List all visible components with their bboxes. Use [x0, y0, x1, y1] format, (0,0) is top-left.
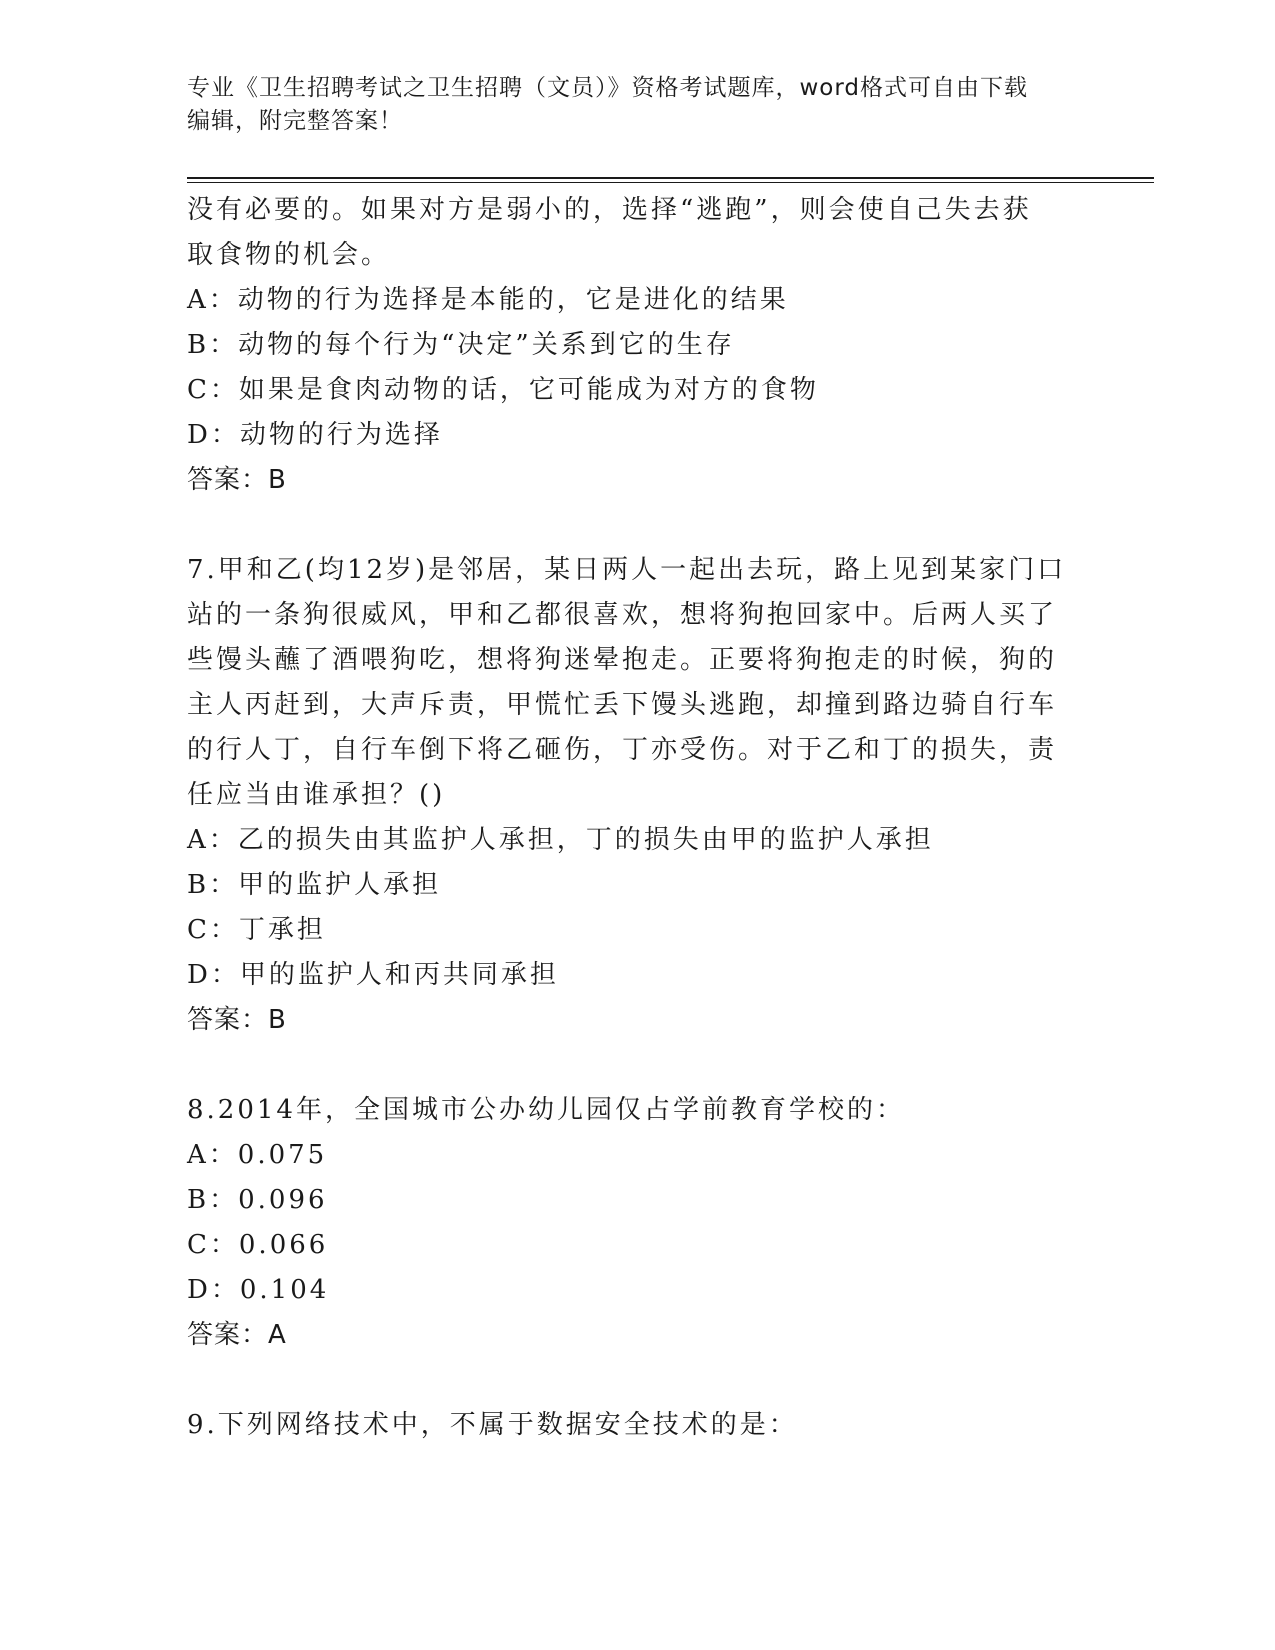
answer-line: 答案：B: [187, 465, 287, 495]
spacer: [187, 503, 1067, 548]
spacer: [187, 1043, 1067, 1088]
header-divider-thick: [187, 177, 1154, 179]
option-a: A：乙的损失由其监护人承担，丁的损失由甲的监护人承担: [187, 825, 934, 855]
option-d: D：动物的行为选择: [187, 420, 443, 450]
option-d: D：0.104: [187, 1275, 330, 1305]
question-stem-line: 任应当由谁承担？(): [187, 780, 446, 810]
header-line-1: 专业《卫生招聘考试之卫生招聘（文员）》资格考试题库，word格式可自由下载: [187, 75, 1029, 101]
page-header: [187, 72, 1067, 138]
question-stem-line: 9.下列网络技术中，不属于数据安全技术的是：: [187, 1410, 798, 1440]
option-c: C：如果是食肉动物的话，它可能成为对方的食物: [187, 375, 819, 405]
question-8: [187, 1088, 1067, 1358]
question-7: [187, 548, 1067, 1043]
answer-line: 答案：A: [187, 1320, 287, 1350]
option-c: C：丁承担: [187, 915, 326, 945]
option-a: A：0.075: [187, 1140, 328, 1170]
header-divider-thin: [187, 182, 1154, 183]
option-b: B：0.096: [187, 1185, 328, 1215]
header-line-2: 编辑，附完整答案！: [187, 108, 403, 134]
spacer: [187, 1358, 1067, 1403]
question-stem-line: 7.甲和乙(均12岁)是邻居，某日两人一起出去玩，路上见到某家门口: [187, 555, 1067, 585]
question-9: [187, 1403, 1067, 1448]
option-c: C：0.066: [187, 1230, 329, 1260]
question-stem-line: 8.2014年，全国城市公办幼儿园仅占学前教育学校的：: [187, 1095, 905, 1125]
document-body: [187, 188, 1067, 1448]
question-stem-line: 些馒头蘸了酒喂狗吃，想将狗迷晕抱走。正要将狗抱走的时候，狗的: [187, 645, 1058, 675]
option-b: B：动物的每个行为“决定”关系到它的生存: [187, 330, 735, 360]
question-stem-line: 站的一条狗很威风，甲和乙都很喜欢，想将狗抱回家中。后两人买了: [187, 600, 1058, 630]
option-d: D：甲的监护人和丙共同承担: [187, 960, 559, 990]
answer-line: 答案：B: [187, 1005, 287, 1035]
question-stem-line: 主人丙赶到，大声斥责，甲慌忙丢下馒头逃跑，却撞到路边骑自行车: [187, 690, 1058, 720]
question-stem-line: 的行人丁，自行车倒下将乙砸伤，丁亦受伤。对于乙和丁的损失，责: [187, 735, 1058, 765]
option-b: B：甲的监护人承担: [187, 870, 442, 900]
question-text-line: 没有必要的。如果对方是弱小的，选择“逃跑”，则会使自己失去获: [187, 195, 1032, 225]
question-text-line: 取食物的机会。: [187, 240, 391, 270]
option-a: A：动物的行为选择是本能的，它是进化的结果: [187, 285, 789, 315]
question-6-continuation: [187, 188, 1067, 503]
